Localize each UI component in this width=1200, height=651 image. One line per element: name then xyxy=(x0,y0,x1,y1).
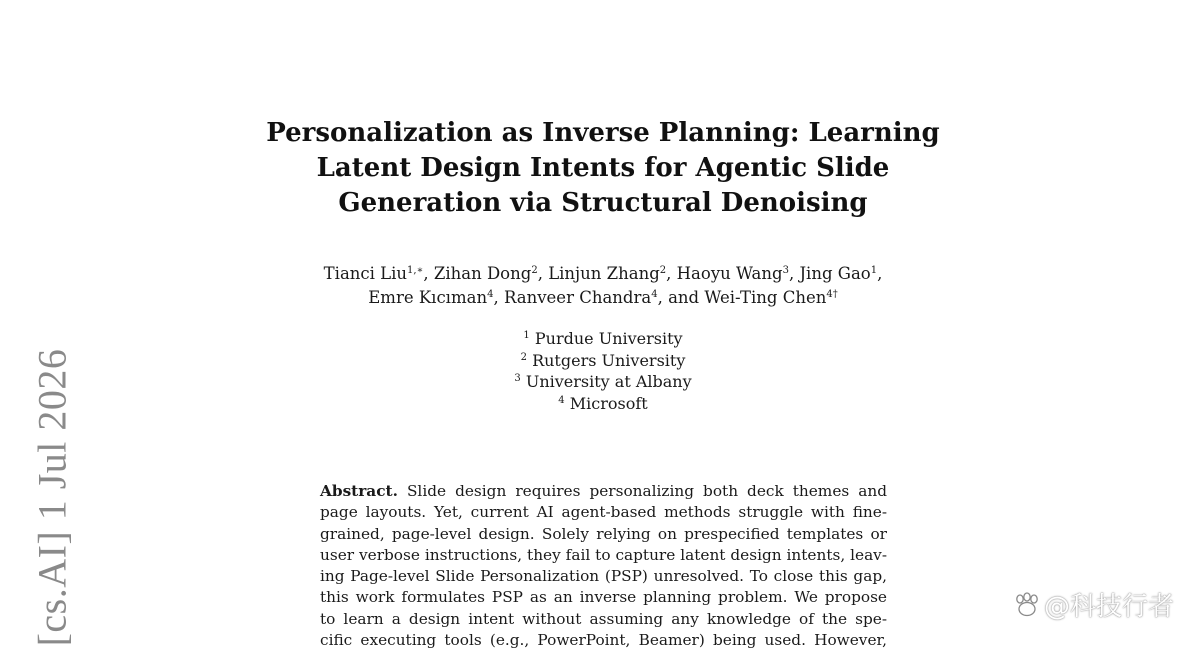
affiliation-item xyxy=(450,371,756,393)
abstract-text: Slide design requires personalizing both deck themes and xyxy=(406,482,888,500)
author-affil-mark: 2 xyxy=(531,265,538,276)
author-affil-mark: 1 xyxy=(870,265,878,276)
abstract-line: user verbose instructions, they fail to capture latent design intents, leav- xyxy=(320,545,887,564)
author-name: Emre Kıcıman xyxy=(368,288,488,307)
abstract-line: cific executing tools (e.g., PowerPoint, Beamer) being used. However, xyxy=(320,631,887,650)
author-line-1 xyxy=(250,262,956,286)
author-affil-mark: 4 xyxy=(651,289,658,300)
author-name: Wei-Ting Chen xyxy=(704,288,827,307)
author-affil-mark: 1,∗ xyxy=(407,265,424,276)
arxiv-stamp-text: [cs.AI] 1 Jul 2026 xyxy=(29,348,75,647)
author-name: Haoyu Wang xyxy=(676,264,783,283)
author-name: Zihan Dong xyxy=(433,264,532,283)
author-affil-mark: 4 xyxy=(487,289,494,300)
title-line: Generation via Structural Denoising xyxy=(338,188,868,218)
author-affil-mark: 2 xyxy=(659,265,667,276)
abstract-line: ing Page-level Slide Personalization (PSP) unresolved. To close this gap, xyxy=(320,567,887,586)
author-name: Jing Gao xyxy=(799,264,871,283)
abstract-label: Abstract. xyxy=(320,482,398,500)
source-watermark xyxy=(1012,586,1174,623)
affiliation-item xyxy=(450,328,756,350)
paper-title xyxy=(250,116,956,221)
author-name: Linjun Zhang xyxy=(548,264,660,283)
author-separator: , xyxy=(493,288,504,307)
affiliation-number: 1 xyxy=(523,330,530,341)
affiliation-number: 2 xyxy=(520,351,527,363)
affiliation-name: Purdue University xyxy=(534,329,683,348)
title-line: Latent Design Intents for Agentic Slide xyxy=(316,153,890,183)
affiliation-number: 3 xyxy=(514,373,521,384)
watermark-text: @科技行者 xyxy=(1043,592,1174,622)
author-separator: , and xyxy=(657,288,705,307)
abstract-line: this work formulates PSP as an inverse planning problem. We propose xyxy=(320,588,887,607)
author-line-2 xyxy=(250,286,956,310)
author-separator: , xyxy=(788,264,800,283)
affiliation-name: University at Albany xyxy=(525,372,692,391)
author-name: Tianci Liu xyxy=(323,264,408,283)
author-separator: , xyxy=(877,264,883,283)
author-list xyxy=(250,262,956,310)
affiliation-item xyxy=(450,350,756,372)
abstract-line: page layouts. Yet, current AI agent-based methods struggle with fine- xyxy=(320,503,887,522)
author-name: Ranveer Chandra xyxy=(503,288,652,307)
affiliation-number: 4 xyxy=(558,394,565,406)
title-line: Personalization as Inverse Planning: Learning xyxy=(266,118,940,148)
affiliation-name: Rutgers University xyxy=(532,350,686,370)
author-affil-mark: 4† xyxy=(826,289,838,300)
abstract-line xyxy=(320,481,887,502)
affiliation-item xyxy=(450,393,756,415)
abstract xyxy=(320,481,887,651)
arxiv-side-stamp xyxy=(22,350,82,645)
author-separator: , xyxy=(666,264,677,283)
affiliation-list xyxy=(450,328,756,414)
author-affil-mark: 3 xyxy=(782,265,789,276)
paw-logo-icon xyxy=(1012,592,1042,618)
abstract-line: grained, page-level design. Solely relying on prespecified templates or xyxy=(320,524,887,543)
author-separator: , xyxy=(537,264,549,283)
author-separator: , xyxy=(423,264,434,283)
affiliation-name: Microsoft xyxy=(569,393,648,413)
abstract-line: to learn a design intent without assuming any knowledge of the spe- xyxy=(320,609,887,628)
